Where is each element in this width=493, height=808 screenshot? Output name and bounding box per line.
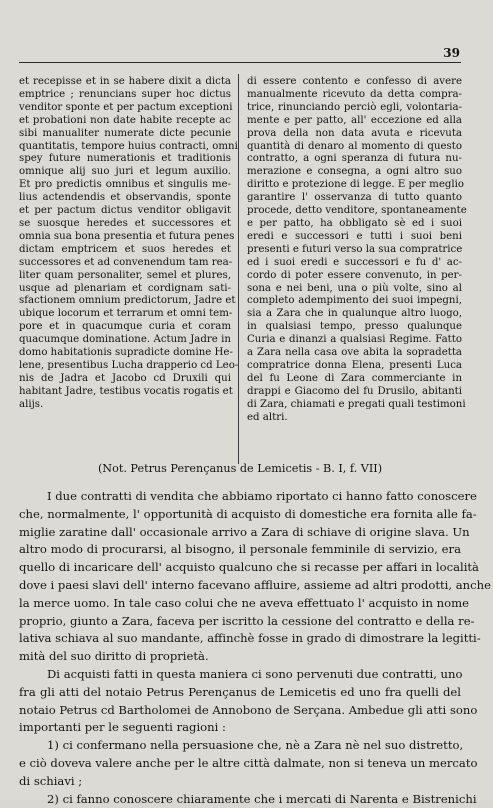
latin-line: sibi manualiter numerate dicte pecunie (19, 127, 231, 139)
latin-line: quacumque dominatione. Actum Jadre in (19, 334, 231, 346)
latin-line: nis de Jadra et Jacobo cd Druxili qui (19, 372, 231, 384)
latin-line: liter quam personaliter, semel et plures, (19, 269, 231, 281)
italian-line: a Zara nella casa ove abita la sopradetta (247, 347, 462, 359)
italian-line: completo adempimento dei suoi impegni, (247, 295, 462, 307)
latin-line: sfactionem omnium predictorum, Jadre et (19, 295, 236, 307)
italian-line: drappi e Giacomo del fu Drusilo, abitanti (247, 385, 462, 397)
italian-line: procede, detto venditore, spontaneamente (247, 205, 467, 217)
italian-line: cordo di poter essere convenuto, in per- (247, 269, 462, 281)
italian-line: in qualsiasi tempo, presso qualunque (247, 321, 462, 333)
latin-line: et probationi non date habite recepte ac (19, 114, 231, 126)
body-line: lativa schiava al suo mandante, affinchè fosse in grado di dimostrare la legitti- (19, 631, 481, 646)
body-line: notaio Petrus cd Bartholomei de Annobono de Serçana. Ambedue gli atti sono (19, 702, 478, 717)
body-line: dove i paesi slavi dell' interno facevano affluire, assieme ad altri prodotti, anche (19, 577, 491, 592)
body-line: la merce uomo. In tale caso colui che ne aveva effettuato l' acquisto in nome (19, 595, 469, 610)
latin-line: pore et in quacumque curia et coram (19, 321, 231, 333)
latin-line: lene, presentibus Lucha drapperio cd Leo- (19, 359, 239, 371)
italian-line: eredi e successori e tutti i suoi beni (247, 230, 462, 242)
body-line: fra gli atti del notaio Petrus Perençanus de Lemicetis ed uno fra quelli del (19, 684, 461, 699)
italian-line: mente e per patto, all' eccezione ed alla (247, 114, 462, 126)
latin-line: usque ad plenariam et cordignam sati- (19, 282, 231, 294)
body-line: importanti per le seguenti ragioni : (19, 720, 226, 735)
body-line: I due contratti di vendita che abbiamo riportato ci hanno fatto conoscere (47, 489, 477, 503)
list-item: 1) ci confermano nella persuasione che, nè a Zara nè nel suo distretto, (47, 738, 464, 753)
latin-line: emptrice ; renuncians super hoc dictus (19, 88, 231, 100)
latin-line: ubique locorum et terrarum et omni tem- (19, 308, 233, 320)
latin-column (19, 76, 239, 412)
body-line: proprio, giunto a Zara, faceva per iscritto la cessione del contratto e della re- (19, 613, 475, 628)
body-line: di schiavi ; (19, 773, 83, 788)
italian-line: sona e nei beni, una o più volte, sino al (247, 282, 462, 294)
latin-line: omnique alij suo juri et legum auxilio. (19, 166, 231, 178)
italian-line: compratrice donna Elena, presenti Luca (247, 359, 462, 371)
body-line: quello di incaricare dell' acquisto qualcuno che si recasse per affari in località (19, 560, 479, 575)
latin-line: habitant Jadre, testibus vocatis rogatis et (19, 385, 233, 397)
body-line: altro modo di procurarsi, al bisogno, il personale femminile di servizio, era (19, 542, 461, 557)
italian-line: diritto e protezione di legge. E per meglio (247, 179, 465, 191)
italian-line: manualmente ricevuto da detta compra- (247, 88, 462, 100)
latin-line: dictam emptricem et suos heredes et (19, 243, 231, 255)
page-number: 39 (443, 46, 460, 60)
italian-line: di essere contento e confesso di avere (247, 76, 462, 87)
italian-line: sia a Zara che in qualunque altro luogo, (247, 308, 462, 320)
latin-line: et per pactum dictus venditor obligavit (19, 205, 231, 217)
latin-line: quantitatis, tempore huius contracti, omni (19, 140, 238, 152)
italian-column (247, 76, 467, 424)
list-item: 2) ci fanno conoscere chiaramente che i mercati di Narenta e Bistrenichi (47, 791, 477, 806)
body-line: e ciò doveva valere anche per le altre città dalmate, non si teneva un mercato (19, 755, 478, 770)
italian-line: garantire l' osservanza di tutto quanto (247, 192, 462, 204)
italian-line: e per patto, ha obbligato sè ed i suoi (247, 217, 462, 229)
italian-line: del fu Leone di Zara commerciante in (247, 372, 462, 384)
header-rule (19, 62, 461, 63)
latin-line: se suosque heredes et successores et (19, 217, 231, 229)
italian-line: merazione e consegna, a ogni altro suo (247, 166, 462, 178)
italian-line: di Zara, chiamati e pregati quali testimoni (247, 398, 466, 410)
body-line: Di acquisti fatti in questa maniera ci sono pervenuti due contratti, uno (47, 666, 463, 681)
latin-line: lius actendendis et observandis, sponte (19, 192, 231, 204)
italian-line: trice, rinunciando perciò egli, volontaria- (247, 101, 462, 113)
latin-line: spey future numerationis et traditionis (19, 153, 231, 165)
latin-line: domo habitationis supradicte domine He- (19, 347, 233, 359)
italian-line: ed i suoi eredi e successori e fu d' ac- (247, 256, 462, 268)
italian-line: Curia e dinanzi a qualsiasi Regime. Fatto (247, 334, 462, 346)
italian-line: presenti e futuri verso la sua compratrice (247, 243, 463, 255)
italian-line: contratto, a ogni speranza di futura nu- (247, 153, 462, 165)
latin-line: omnia sua bona presentia et futura penes (19, 230, 235, 242)
body-line: mità del suo diritto di proprietà. (19, 649, 209, 664)
italian-line: quantità di denaro al momento di questo (247, 140, 462, 152)
italian-line: prova della non data avuta e ricevuta (247, 127, 462, 139)
latin-line: Et pro predictis omnibus et singulis me- (19, 179, 231, 191)
body-text (19, 488, 491, 808)
body-line: miglie zaratine dall' occasionale arrivo a Zara di schiave di origine slava. Un (19, 524, 470, 539)
latin-line: venditor sponte et per pactum exceptioni (19, 101, 233, 113)
body-line: che, normalmente, l' opportunità di acquisto di domestiche era fornita alle fa- (19, 506, 477, 521)
latin-line: successores et ad convenendum tam rea- (19, 256, 233, 268)
column-separator (238, 74, 239, 464)
source-citation: (Not. Petrus Perençanus de Lemicetis - B. I, f. VII) (97, 462, 383, 475)
italian-line: ed altri. (247, 411, 288, 423)
latin-line: alijs. (19, 398, 44, 410)
latin-line: et recepisse et in se habere dixit a dicta (19, 76, 231, 87)
